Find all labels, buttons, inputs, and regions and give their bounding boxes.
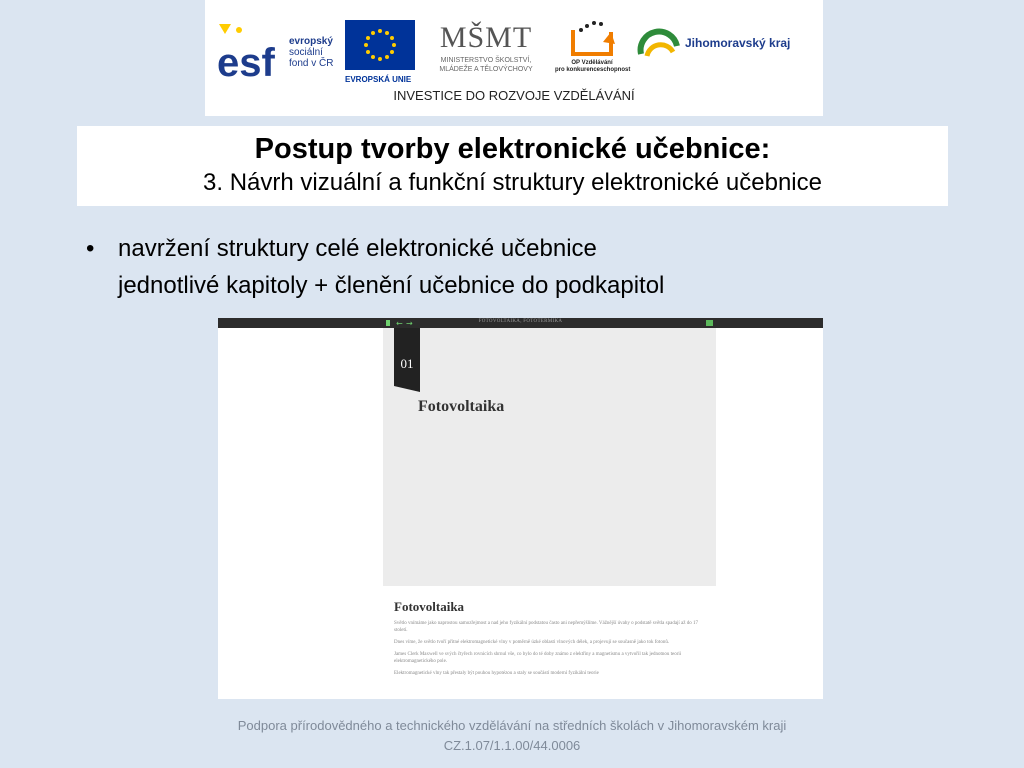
ebook-screenshot xyxy=(218,318,823,699)
menu-icon xyxy=(706,319,714,327)
eu-flag-icon xyxy=(345,20,415,70)
chapter-number: 01 xyxy=(400,356,414,371)
op-line-2: pro konkurenceschopnost xyxy=(555,67,631,73)
op-mark-icon xyxy=(567,18,617,60)
footer-line-2: CZ.1.07/1.1.00/44.0006 xyxy=(443,738,581,753)
kraj-mark-icon xyxy=(637,24,683,64)
tagline: INVESTICE DO ROZVOJE VZDĚLÁVÁNÍ xyxy=(393,88,635,103)
title-box xyxy=(77,126,948,206)
paragraph: Dnes víme, že světlo tvoří přitné elektromagnetické vlny v poměrně úzké oblasti vlnových délek, a projevují se současně jako tok fotonů. xyxy=(394,640,670,645)
slide-subtitle: 3. Návrh vizuální a funkční struktury elektronické učebnice xyxy=(203,169,822,196)
bullet-line-2: jednotlivé kapitoly + členění učebnice do podkapitol xyxy=(118,272,665,299)
msmt-line-1: MINISTERSTVO ŠKOLSTVÍ, xyxy=(440,57,532,64)
slide-title: Postup tvorby elektronické učebnice: xyxy=(254,133,771,165)
op-logo xyxy=(555,18,629,82)
esf-mark: esf xyxy=(217,41,275,82)
footer xyxy=(0,716,1024,756)
eu-logo xyxy=(345,20,417,82)
paragraph: James Clerk Maxwell ve svých čtyřech rovnicích shrnul vše, co bylo do té doby známo z elektřiny a magnetismu a vytvořil tak jednotnou teorii elektromagnetického pole. xyxy=(394,652,682,664)
kraj-name: Jihomoravský kraj xyxy=(685,36,791,50)
bullet-dot: • xyxy=(86,235,95,262)
section-heading: Fotovoltaika xyxy=(394,599,465,614)
msmt-mark: MŠMT xyxy=(439,21,533,54)
esf-mark-icon xyxy=(217,20,287,82)
esf-logo xyxy=(217,20,343,82)
svg-text:←: ← xyxy=(396,319,403,328)
ebook-text-section xyxy=(394,599,706,682)
chapter-cover xyxy=(383,328,716,586)
bullet-item xyxy=(86,230,946,304)
msmt-line-2: MLÁDEŽE A TĚLOVÝCHOVY xyxy=(439,66,533,73)
logo-strip xyxy=(205,0,823,116)
paragraph: Elektromagnetické vlny tak přestaly být pouhou hypotézou a staly se součástí moderní fyzikální teorie xyxy=(394,671,599,676)
eu-caption: EVROPSKÁ UNIE xyxy=(345,75,412,84)
bullet-list xyxy=(86,230,946,304)
op-line-1: OP Vzdělávání xyxy=(571,60,613,66)
kraj-logo xyxy=(637,24,817,64)
ebook-top-bar xyxy=(218,318,823,328)
bullet-line-1: navržení struktury celé elektronické učebnice xyxy=(118,235,597,262)
paragraph: Světlo vnímáme jako naprostou samozřejmost a nad jeho fyzikální podstatou často ani nepřemýšlíme. Vážnější úvahy o podstatě světla spadají až do 17 století. xyxy=(394,621,698,633)
msmt-logo xyxy=(423,20,549,82)
esf-line-3: fond v ČR xyxy=(289,58,334,69)
svg-text:→: → xyxy=(406,319,413,328)
esf-line-1: evropský xyxy=(289,36,333,47)
cover-title: Fotovoltaika xyxy=(418,398,505,415)
esf-line-2: sociální xyxy=(289,47,323,58)
ebook-bar-title: FOTOVOLTAIKA, FOTOTERMIKA xyxy=(478,319,563,324)
footer-line-1: Podpora přírodovědného a technického vzdělávání na středních školách v Jihomoravském kraji xyxy=(237,718,787,733)
